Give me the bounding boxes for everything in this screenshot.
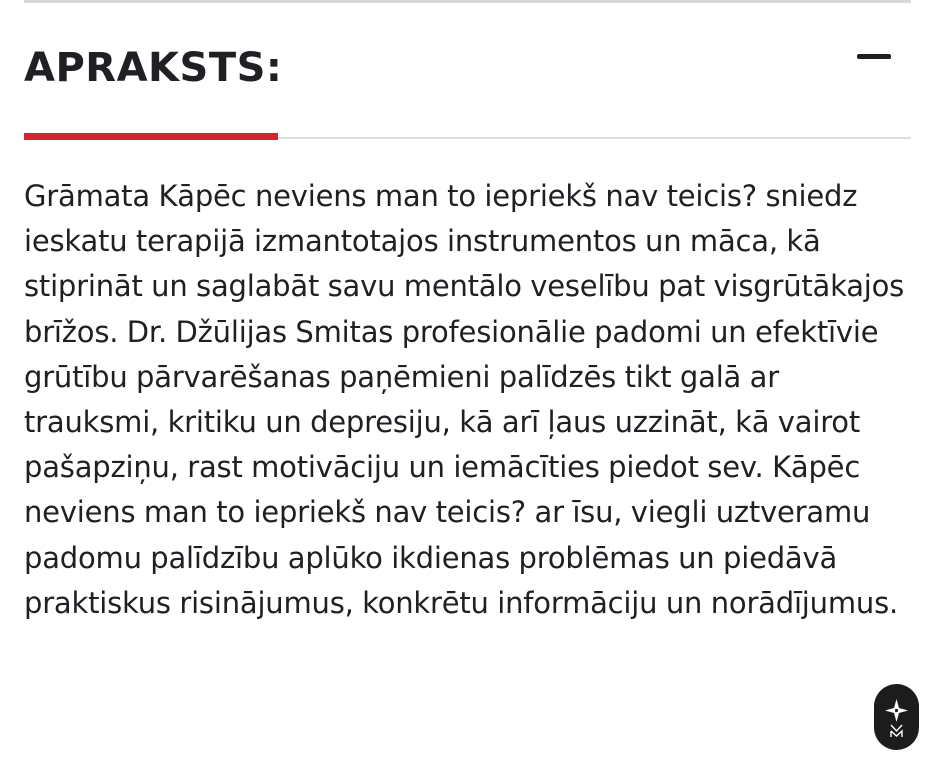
section-title: APRAKSTS: xyxy=(24,45,283,91)
description-section-header[interactable] xyxy=(24,40,911,100)
floating-badge[interactable] xyxy=(874,684,919,750)
top-divider xyxy=(24,0,911,3)
collapse-button[interactable] xyxy=(855,40,911,80)
description-text: Grāmata Kāpēc neviens man to iepriekš nav teicis? sniedz ieskatu terapijā izmantotajos instrumentos un māca, kā stiprināt un saglabāt savu mentālo veselību pat visgrūtākajos brīžos. Dr. Džūlijas Smitas profesionālie padomi un efektīvie grūtību pārvarēšanas paņēmieni palīdzēs tikt galā ar trauksmi, kritiku un depresiju, kā arī ļaus uzzināt, kā vairot pašapziņu, rast motivāciju un iemācīties piedot sev. Kāpēc neviens man to iepriekš nav teicis? ar īsu, viegli uztveramu padomu palīdzību aplūko ikdienas problēmas un piedāvā praktiskus risinājumus, konkrētu informāciju un norādījumus. xyxy=(24,179,905,620)
active-section-indicator xyxy=(24,133,278,140)
minus-icon xyxy=(857,54,891,59)
sparkle-logo-icon xyxy=(874,684,919,750)
